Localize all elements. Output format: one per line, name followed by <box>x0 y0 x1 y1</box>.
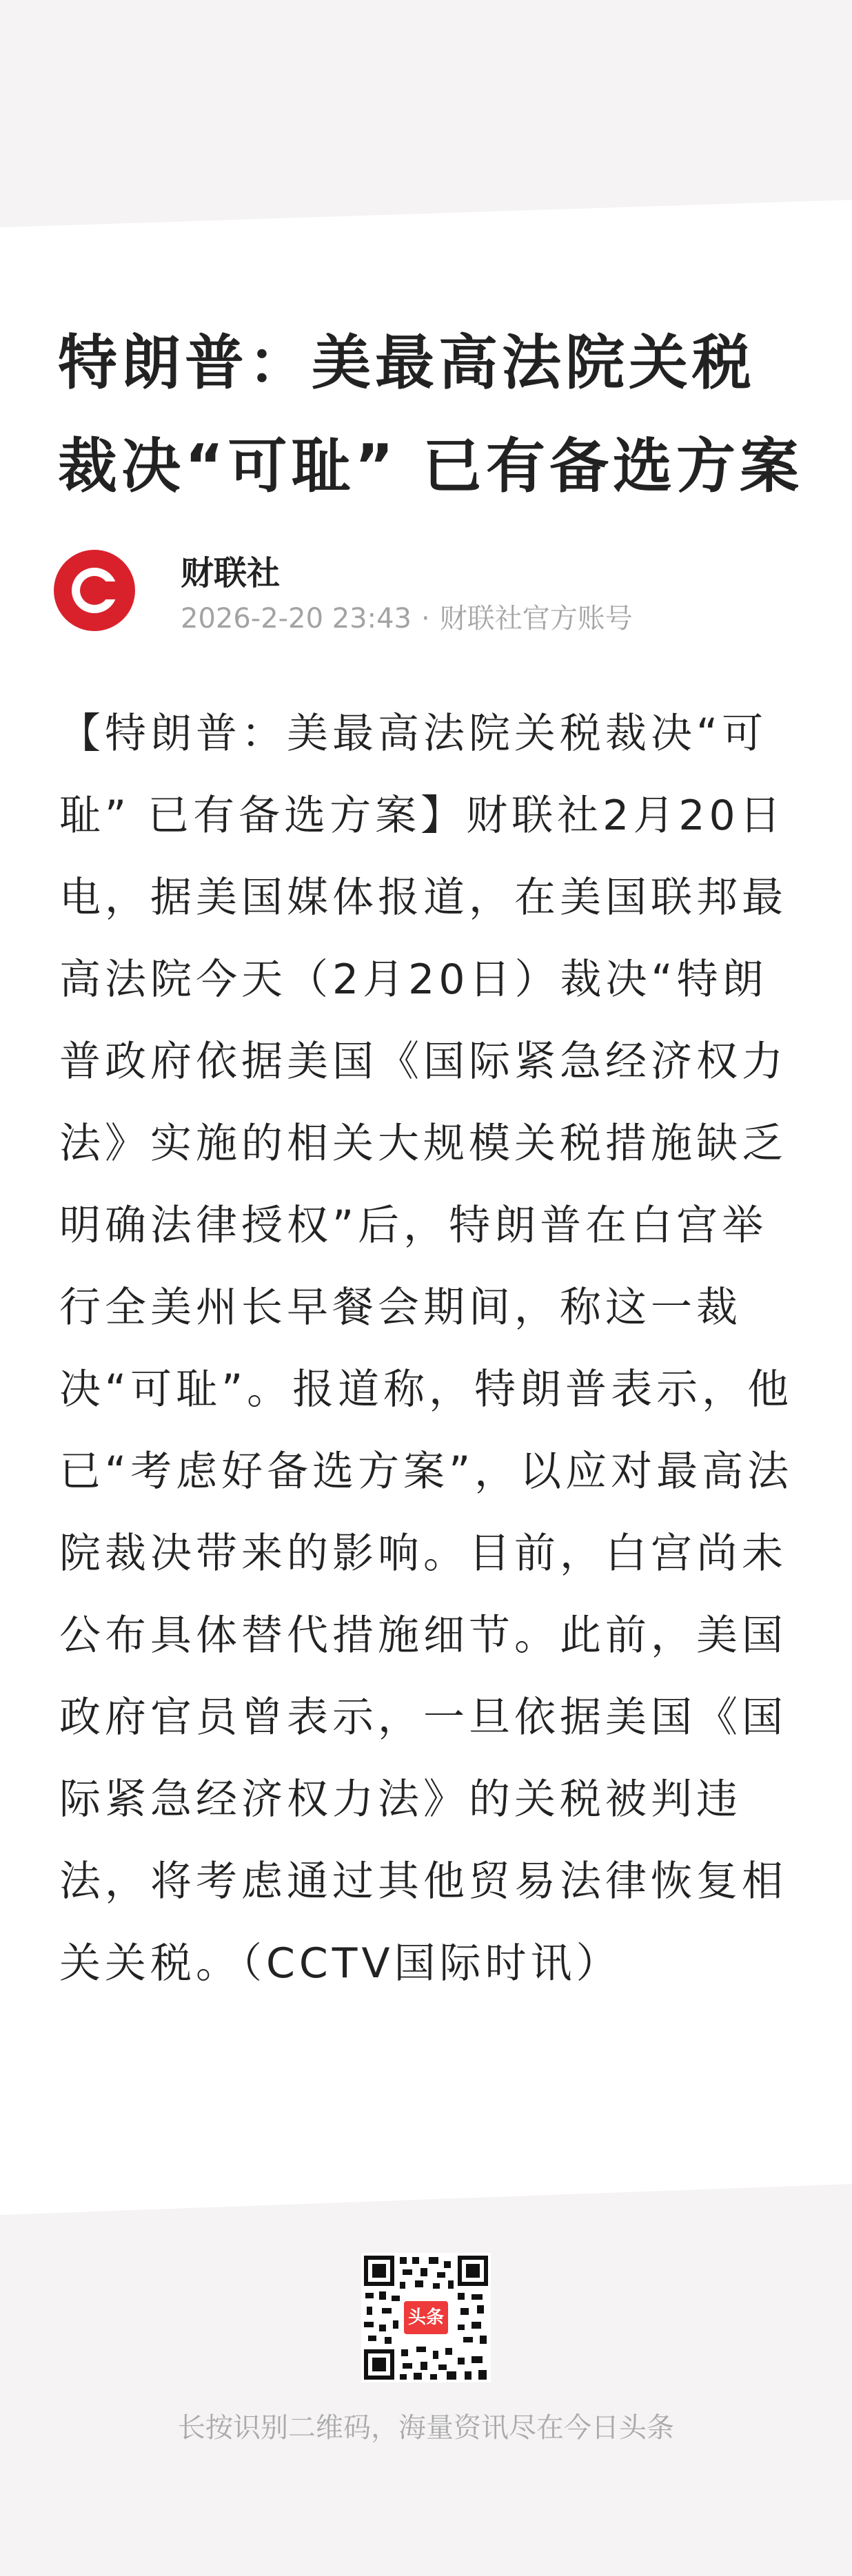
publish-time: 2026-2-20 23:43 <box>181 603 412 635</box>
article-body: 【特朗普：美最高法院关税裁决“可耻” 已有备选方案】财联社2月20日电，据美国媒体报道，在美国联邦最高法院今天（2月20日）裁决“特朗普政府依据美国《国际紧急经济权力法》实施的相关大规模关税措施缺乏明确法律授权”后，特朗普在白宫举行全美州长早餐会期间，称这一裁决“可耻”。报道称，特朗普表示，他已“考虑好备选方案”，以应对最高法院裁决带来的影响。目前，白宫尚未公布具体替代措施细节。此前，美国政府官员曾表示，一旦依据美国《国际紧急经济权力法》的关税被判违法，将考虑通过其他贸易法律恢复相关关税。（CCTV国际时讯） <box>59 710 793 1988</box>
toutiao-badge: 头条 <box>404 2301 448 2334</box>
qr-caption: 长按识别二维码，海量资讯尽在今日头条 <box>178 2412 674 2444</box>
qr-code-icon[interactable] <box>361 2253 491 2382</box>
source-account: 财联社官方账号 <box>439 603 633 635</box>
cailianshe-logo-icon[interactable] <box>54 550 135 631</box>
meta-separator: · <box>421 603 430 635</box>
article-title: 特朗普：美最高法院关税裁决“可耻” 已有备选方案 <box>58 329 803 501</box>
article-meta <box>181 599 633 638</box>
author-name[interactable]: 财联社 <box>181 554 281 593</box>
